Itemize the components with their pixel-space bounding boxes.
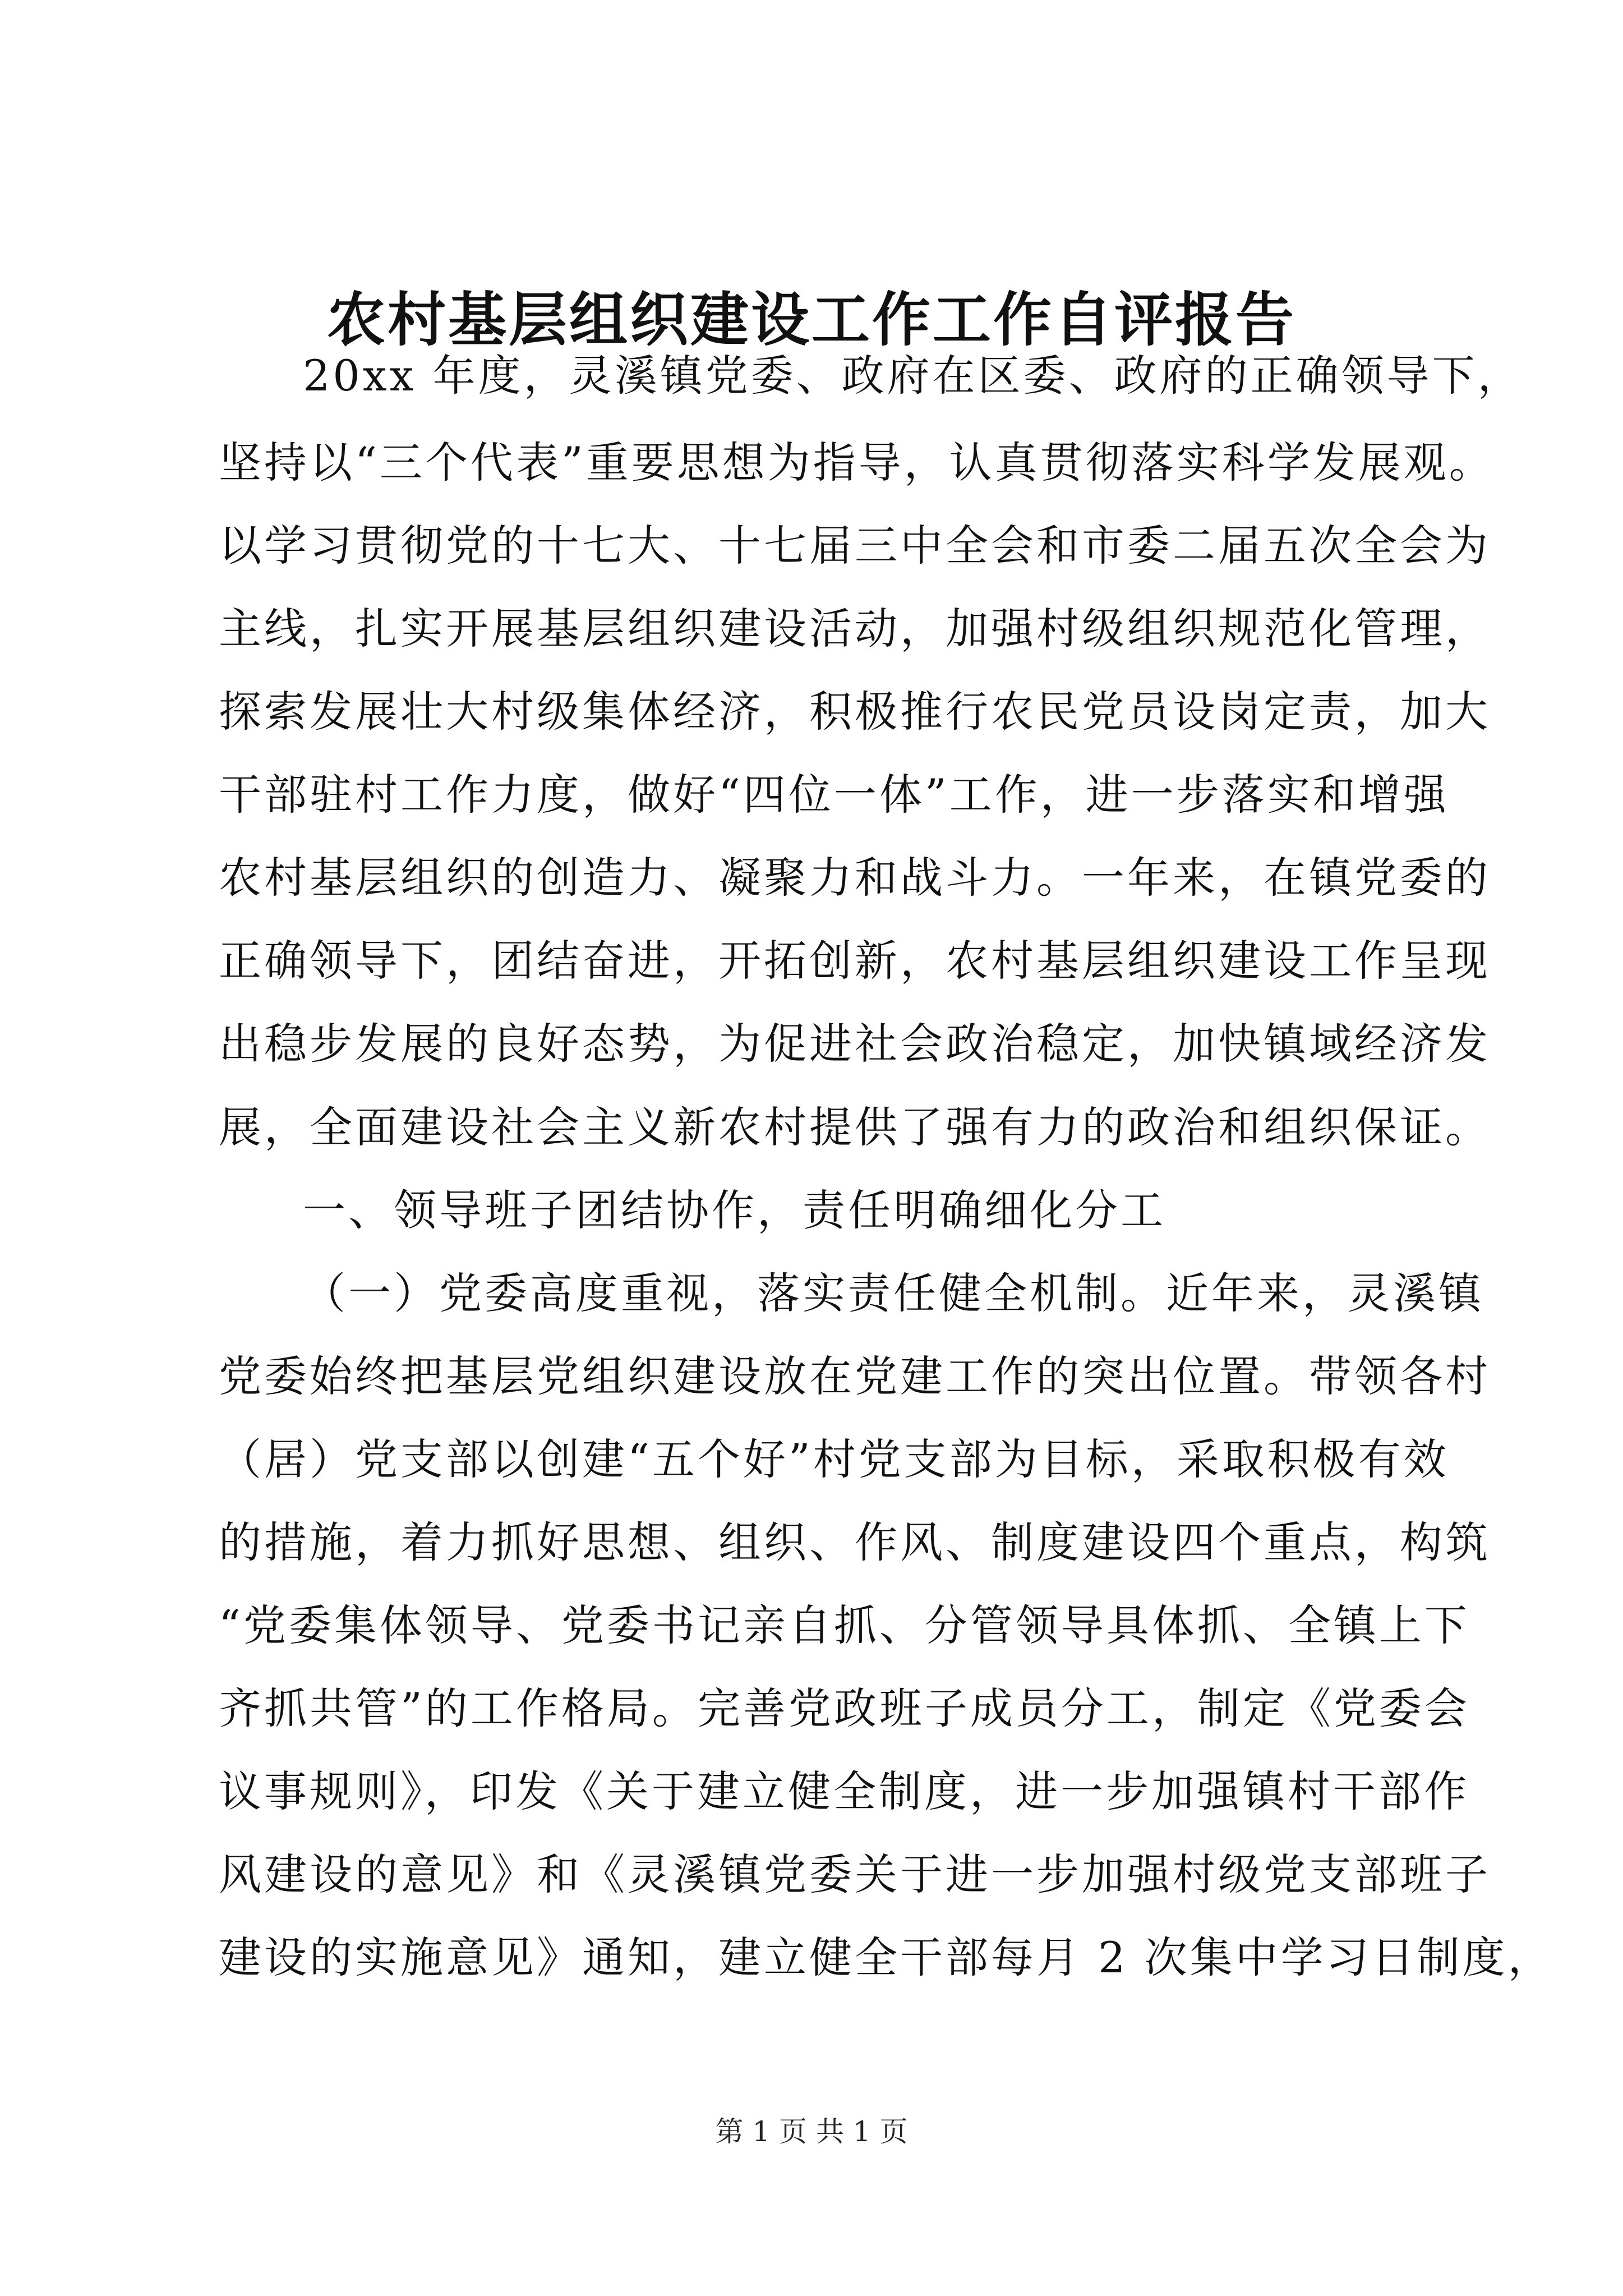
paragraph-line: 的措施，着力抓好思想、组织、作风、制度建设四个重点，构筑 — [219, 1517, 1491, 1567]
paragraph-line: 正确领导下，团结奋进，开拓创新，农村基层组织建设工作呈现 — [219, 936, 1491, 986]
paragraph-line: 农村基层组织的创造力、凝聚力和战斗力。一年来，在镇党委的 — [219, 853, 1491, 903]
page-footer: 第 1 页 共 1 页 — [715, 2115, 908, 2148]
paragraph-line: 风建设的意见》和《灵溪镇党委关于进一步加强村级党支部班子 — [219, 1849, 1491, 1899]
paragraph-line: （居）党支部以创建“五个好”村党支部为目标，采取积极有效 — [219, 1434, 1449, 1484]
paragraph-line: 坚持以“三个代表”重要思想为指导，认真贯彻落实科学发展观。 — [219, 438, 1495, 487]
document-title: 农村基层组织建设工作工作自评报告 — [326, 285, 1296, 354]
paragraph-line: 出稳步发展的良好态势，为促进社会政治稳定，加快镇域经济发 — [219, 1019, 1491, 1069]
paragraph-line: “党委集体领导、党委书记亲自抓、分管领导具体抓、全镇上下 — [219, 1600, 1470, 1650]
paragraph-line: 20xx 年度，灵溪镇党委、政府在区委、政府的正确领导下， — [303, 351, 1523, 401]
paragraph-line: 展，全面建设社会主义新农村提供了强有力的政治和组织保证。 — [219, 1102, 1491, 1152]
paragraph-line: 探索发展壮大村级集体经济，积极推行农民党员设岗定责，加大 — [219, 687, 1491, 737]
paragraph-line: 主线，扎实开展基层组织建设活动，加强村级组织规范化管理， — [219, 604, 1491, 654]
paragraph-line: （一）党委高度重视，落实责任健全机制。近年来，灵溪镇 — [303, 1268, 1484, 1318]
section-heading: 一、领导班子团结协作，责任明确细化分工 — [303, 1185, 1166, 1235]
paragraph-line: 建设的实施意见》通知，建立健全干部每月 2 次集中学习日制度， — [219, 1932, 1553, 1982]
paragraph-line: 以学习贯彻党的十七大、十七届三中全会和市委二届五次全会为 — [219, 521, 1491, 570]
paragraph-line: 议事规则》，印发《关于建立健全制度，进一步加强镇村干部作 — [219, 1766, 1469, 1816]
paragraph-line: 齐抓共管”的工作格局。完善党政班子成员分工，制定《党委会 — [219, 1683, 1470, 1733]
paragraph-line: 干部驻村工作力度，做好“四位一体”工作，进一步落实和增强 — [219, 770, 1449, 820]
paragraph-line: 党委始终把基层党组织建设放在党建工作的突出位置。带领各村 — [219, 1351, 1491, 1401]
